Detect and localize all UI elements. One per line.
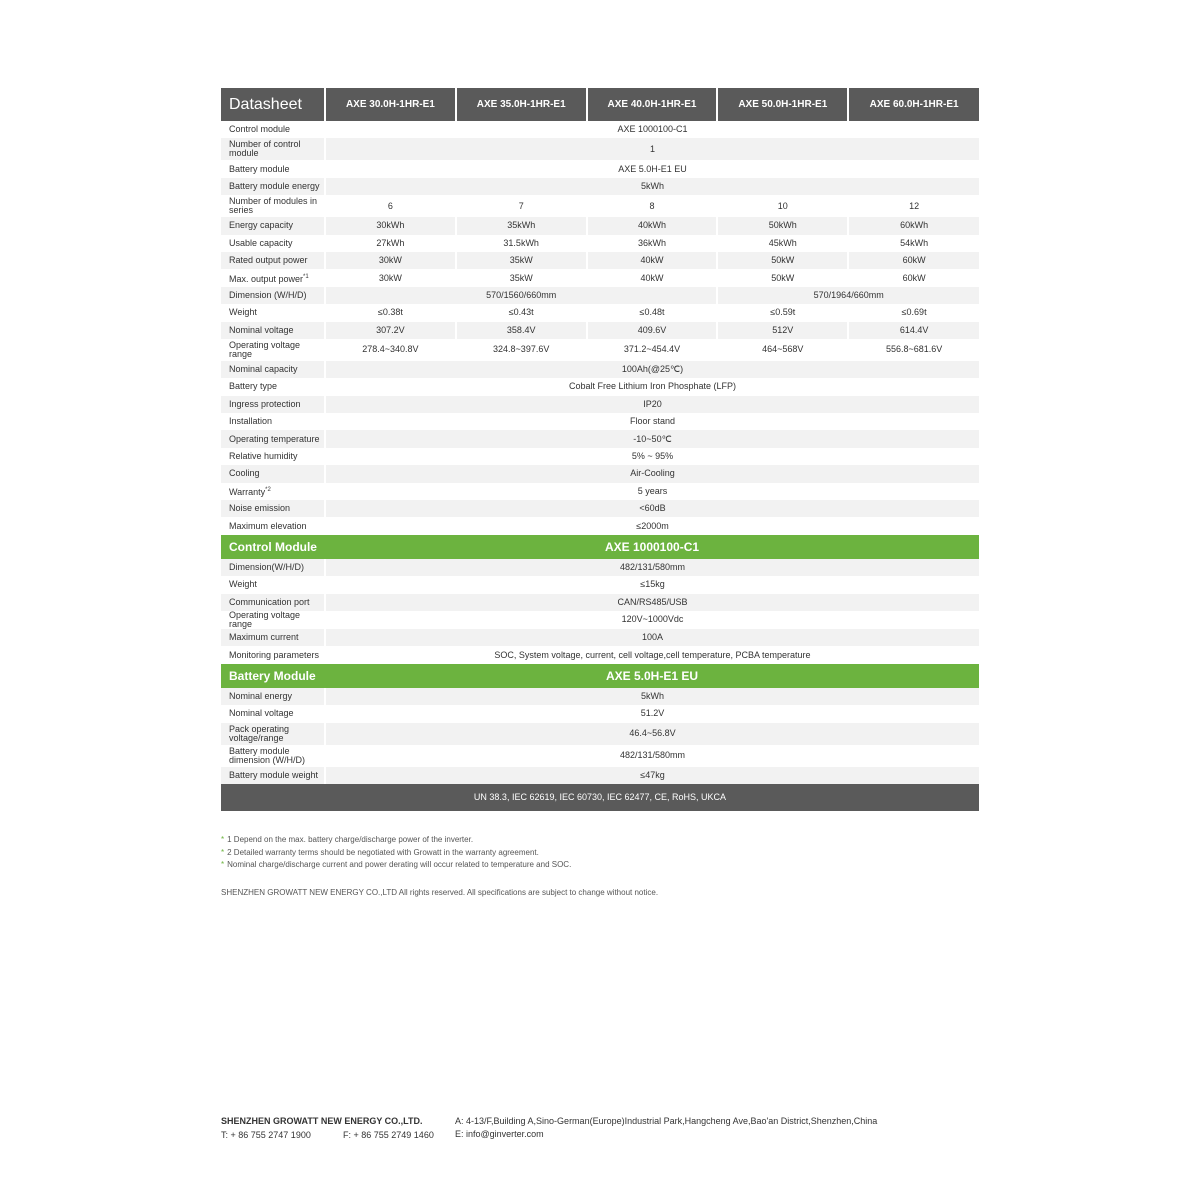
table-row	[221, 235, 979, 252]
label-text: Noise emission	[229, 503, 291, 514]
label-text: Battery type	[229, 381, 278, 392]
cell-value: 46.4~56.8V	[325, 723, 979, 745]
row-label	[221, 178, 325, 195]
table-row	[221, 287, 979, 304]
row-label	[221, 646, 325, 663]
cell-value: 7	[456, 195, 587, 217]
table-row	[221, 629, 979, 646]
row-label	[221, 252, 325, 269]
cell-value: 5kWh	[325, 178, 979, 195]
cell-value: ≤0.48t	[587, 304, 718, 321]
label-text: Maximum current	[229, 632, 299, 643]
star-marker: *	[221, 847, 225, 857]
label-text: Operating voltage range	[229, 609, 301, 629]
cell-value: 40kW	[587, 252, 718, 269]
row-label	[221, 217, 325, 234]
cell-value: 512V	[717, 322, 848, 339]
model-header: AXE 50.0H-1HR-E1	[717, 88, 848, 121]
cell-value: 12	[848, 195, 979, 217]
row-label	[221, 705, 325, 722]
row-label	[221, 269, 325, 286]
table-row	[221, 611, 979, 629]
footnotes	[221, 834, 571, 872]
certifications: UN 38.3, IEC 62619, IEC 60730, IEC 62477, CE, RoHS, UKCA	[221, 784, 979, 811]
cell-value: AXE 1000100-C1	[325, 121, 979, 138]
model-header: AXE 30.0H-1HR-E1	[325, 88, 456, 121]
row-label	[221, 723, 325, 745]
row-label	[221, 138, 325, 160]
cell-value: 50kW	[717, 269, 848, 286]
cell-value: ≤47kg	[325, 767, 979, 784]
row-label	[221, 235, 325, 252]
cell-value: 60kW	[848, 269, 979, 286]
table-row	[221, 195, 979, 217]
row-label	[221, 287, 325, 304]
cell-value: ≤0.59t	[717, 304, 848, 321]
row-label	[221, 483, 325, 500]
cell-value: 10	[717, 195, 848, 217]
cell-value: 5kWh	[325, 688, 979, 705]
cell-value: 8	[587, 195, 718, 217]
footnote-text: 2 Detailed warranty terms should be negotiated with Growatt in the warranty agreement.	[227, 847, 539, 857]
label-text: Dimension (W/H/D)	[229, 289, 307, 300]
row-label	[221, 195, 325, 217]
cell-value: 35kW	[456, 252, 587, 269]
table-row	[221, 304, 979, 321]
table-row	[221, 559, 979, 576]
cell-value: 570/1560/660mm	[325, 287, 717, 304]
table-row	[221, 517, 979, 534]
label-text: Number of control module	[229, 139, 301, 159]
model-header: AXE 60.0H-1HR-E1	[848, 88, 979, 121]
row-label	[221, 361, 325, 378]
cell-value: ≤0.38t	[325, 304, 456, 321]
row-label	[221, 594, 325, 611]
label-text: Nominal energy	[229, 690, 293, 701]
cell-value: Cobalt Free Lithium Iron Phosphate (LFP)	[325, 378, 979, 395]
fax: F: + 86 755 2749 1460	[343, 1130, 434, 1140]
cell-value: 30kWh	[325, 217, 456, 234]
section-header-control	[221, 535, 979, 559]
row-label	[221, 767, 325, 784]
cell-value: 100Ah(@25℃)	[325, 361, 979, 378]
table-row	[221, 646, 979, 663]
table-row	[221, 269, 979, 286]
cell-value: 5% ~ 95%	[325, 448, 979, 465]
cell-value: ≤2000m	[325, 517, 979, 534]
label-text: Weight	[229, 307, 257, 318]
footnote-text: Nominal charge/discharge current and power derating will occur related to temperature and SOC.	[227, 860, 572, 869]
label-text: Nominal voltage	[229, 324, 294, 335]
row-label	[221, 611, 325, 629]
label-text: Nominal voltage	[229, 708, 294, 719]
label-text: Maximum elevation	[229, 520, 307, 531]
table-header	[221, 88, 979, 121]
cell-value: CAN/RS485/USB	[325, 594, 979, 611]
label-text: Max. output power	[229, 273, 304, 284]
cell-value: 570/1964/660mm	[717, 287, 979, 304]
label-text: Nominal capacity	[229, 364, 298, 375]
table-row	[221, 160, 979, 177]
row-label	[221, 576, 325, 593]
label-text: Battery module weight	[229, 769, 319, 780]
table-row	[221, 138, 979, 160]
table-row	[221, 378, 979, 395]
spec-table	[221, 88, 979, 811]
rights-notice: SHENZHEN GROWATT NEW ENERGY CO.,LTD All rights reserved. All specifications are subject to change without notice.	[221, 888, 659, 897]
email: E: info@ginverter.com	[455, 1129, 544, 1139]
model-header: AXE 35.0H-1HR-E1	[456, 88, 587, 121]
datasheet	[221, 88, 979, 811]
footnote-ref: *1	[303, 273, 309, 280]
label-text: Relative humidity	[229, 451, 298, 462]
cell-value: 50kWh	[717, 217, 848, 234]
row-label	[221, 629, 325, 646]
section-header-battery	[221, 664, 979, 688]
cell-value: 371.2~454.4V	[587, 339, 718, 361]
table-row	[221, 465, 979, 482]
label-text: Operating voltage range	[229, 339, 301, 359]
label-text: Ingress protection	[229, 398, 301, 409]
footnote-ref: *2	[265, 486, 271, 493]
phone: T: + 86 755 2747 1900	[221, 1130, 311, 1140]
cell-value: 60kW	[848, 252, 979, 269]
table-row	[221, 178, 979, 195]
cell-value: 60kWh	[848, 217, 979, 234]
cell-value: 54kWh	[848, 235, 979, 252]
cell-value: 120V~1000Vdc	[325, 611, 979, 629]
label-text: Warranty	[229, 486, 266, 497]
cell-value: 35kWh	[456, 217, 587, 234]
table-row	[221, 121, 979, 138]
control-module-section	[221, 535, 979, 664]
label-text: Battery module energy	[229, 180, 320, 191]
cell-value: 556.8~681.6V	[848, 339, 979, 361]
cell-value: AXE 5.0H-E1 EU	[325, 160, 979, 177]
row-label	[221, 413, 325, 430]
main-spec-rows	[221, 121, 979, 535]
star-marker: *	[221, 860, 225, 869]
table-row	[221, 339, 979, 361]
cell-value: 45kWh	[717, 235, 848, 252]
model-header: AXE 40.0H-1HR-E1	[587, 88, 718, 121]
row-label	[221, 322, 325, 339]
cell-value: 31.5kWh	[456, 235, 587, 252]
company-name: SHENZHEN GROWATT NEW ENERGY CO.,LTD.	[221, 1116, 423, 1126]
label-text: Cooling	[229, 468, 260, 479]
cell-value: 324.8~397.6V	[456, 339, 587, 361]
label-text: Control module	[229, 124, 291, 135]
cell-value: ≤15kg	[325, 576, 979, 593]
battery-module-section	[221, 664, 979, 784]
row-label	[221, 517, 325, 534]
table-row	[221, 483, 979, 500]
cell-value: 51.2V	[325, 705, 979, 722]
label-text: Installation	[229, 416, 273, 427]
table-row	[221, 448, 979, 465]
footnote	[221, 859, 571, 872]
label-text: Operating temperature	[229, 433, 320, 444]
section-title: Control Module	[221, 535, 325, 559]
label-text: Pack operating voltage/range	[229, 723, 290, 743]
datasheet-title: Datasheet	[221, 88, 325, 121]
label-text: Number of modules in series	[229, 196, 318, 216]
row-label	[221, 559, 325, 576]
cell-value: Floor stand	[325, 413, 979, 430]
label-text: Usable capacity	[229, 237, 293, 248]
row-label	[221, 500, 325, 517]
cell-value: 464~568V	[717, 339, 848, 361]
cell-value: 614.4V	[848, 322, 979, 339]
table-row	[221, 594, 979, 611]
cell-value: SOC, System voltage, current, cell voltage,cell temperature, PCBA temperature	[325, 646, 979, 663]
cell-value: 6	[325, 195, 456, 217]
table-row	[221, 322, 979, 339]
section-model: AXE 5.0H-E1 EU	[325, 664, 979, 688]
row-label	[221, 448, 325, 465]
certifications-row	[221, 784, 979, 811]
label-text: Weight	[229, 579, 257, 590]
cell-value: 358.4V	[456, 322, 587, 339]
cell-value: ≤0.43t	[456, 304, 587, 321]
label-text: Battery module	[229, 163, 290, 174]
cell-value: ≤0.69t	[848, 304, 979, 321]
star-marker: *	[221, 835, 225, 844]
cell-value: 278.4~340.8V	[325, 339, 456, 361]
cell-value: <60dB	[325, 500, 979, 517]
cell-value: 30kW	[325, 269, 456, 286]
cell-value: 40kW	[587, 269, 718, 286]
cell-value: -10~50℃	[325, 430, 979, 447]
cell-value: 307.2V	[325, 322, 456, 339]
row-label	[221, 745, 325, 767]
row-label	[221, 396, 325, 413]
row-label	[221, 160, 325, 177]
table-row	[221, 252, 979, 269]
row-label	[221, 378, 325, 395]
cell-value: 35kW	[456, 269, 587, 286]
cell-value: 50kW	[717, 252, 848, 269]
table-row	[221, 361, 979, 378]
cell-value: 36kWh	[587, 235, 718, 252]
table-row	[221, 500, 979, 517]
table-row	[221, 705, 979, 722]
cell-value: 409.6V	[587, 322, 718, 339]
cell-value: 27kWh	[325, 235, 456, 252]
cell-value: Air-Cooling	[325, 465, 979, 482]
section-title: Battery Module	[221, 664, 325, 688]
table-row	[221, 430, 979, 447]
table-row	[221, 688, 979, 705]
cell-value: 30kW	[325, 252, 456, 269]
label-text: Battery module dimension (W/H/D)	[229, 745, 306, 765]
row-label	[221, 121, 325, 138]
label-text: Energy capacity	[229, 220, 294, 231]
row-label	[221, 688, 325, 705]
table-row	[221, 745, 979, 767]
table-row	[221, 396, 979, 413]
footnote-text: 1 Depend on the max. battery charge/discharge power of the inverter.	[227, 835, 474, 844]
row-label	[221, 430, 325, 447]
label-text: Monitoring parameters	[229, 649, 320, 660]
label-text: Communication port	[229, 596, 310, 607]
cell-value: 40kWh	[587, 217, 718, 234]
address: A: 4-13/F,Building A,Sino-German(Europe)Industrial Park,Hangcheng Ave,Bao'an District,Shenzhen,China	[455, 1116, 878, 1126]
table-row	[221, 767, 979, 784]
cell-value: IP20	[325, 396, 979, 413]
cell-value: 1	[325, 138, 979, 160]
section-model: AXE 1000100-C1	[325, 535, 979, 559]
table-row	[221, 413, 979, 430]
table-row	[221, 217, 979, 234]
table-row	[221, 576, 979, 593]
footnote	[221, 847, 571, 860]
cell-value: 482/131/580mm	[325, 559, 979, 576]
row-label	[221, 339, 325, 361]
label-text: Rated output power	[229, 255, 308, 266]
cell-value: 100A	[325, 629, 979, 646]
label-text: Dimension(W/H/D)	[229, 562, 305, 572]
table-row	[221, 723, 979, 745]
row-label	[221, 304, 325, 321]
row-label	[221, 465, 325, 482]
footnote	[221, 834, 571, 847]
cell-value: 5 years	[325, 483, 979, 500]
cell-value: 482/131/580mm	[325, 745, 979, 767]
